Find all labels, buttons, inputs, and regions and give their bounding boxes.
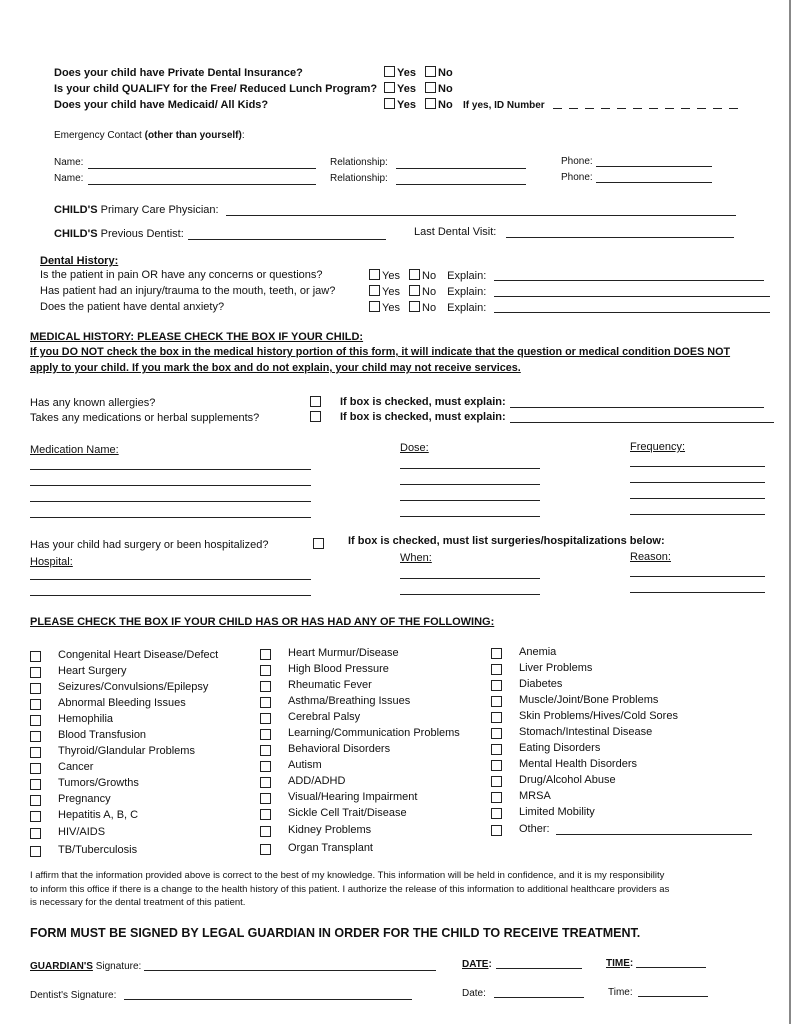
- medications-question: Takes any medications or herbal supplements?: [30, 412, 260, 424]
- condition-label: High Blood Pressure: [288, 663, 389, 675]
- dental-question-pain: Is the patient in pain OR have any concerns or questions?: [40, 269, 323, 281]
- condition-label: Mental Health Disorders: [519, 758, 637, 770]
- condition-checkbox[interactable]: [30, 795, 41, 806]
- condition-label: Skin Problems/Hives/Cold Sores: [519, 710, 678, 722]
- guardian-signature-field[interactable]: [144, 970, 436, 971]
- condition-checkbox[interactable]: [491, 712, 502, 723]
- pain-explain-field[interactable]: [494, 280, 764, 281]
- previous-dentist-label: CHILD'S Previous Dentist:: [54, 228, 184, 240]
- condition-checkbox[interactable]: [260, 844, 271, 855]
- condition-label: Organ Transplant: [288, 842, 373, 854]
- dental-pain-options: Yes No Explain:: [369, 269, 486, 282]
- primary-care-field[interactable]: [226, 215, 736, 216]
- affirmation-line-2: to inform this office if there is a change to the health history of this patient. I authorize the release of this information to additional healthcare providers as: [30, 883, 670, 895]
- last-visit-field[interactable]: [506, 237, 734, 238]
- allergies-explain-label: If box is checked, must explain:: [340, 396, 506, 408]
- allergies-checkbox[interactable]: [310, 396, 321, 407]
- condition-label: Visual/Hearing Impairment: [288, 791, 418, 803]
- condition-label: Rheumatic Fever: [288, 679, 372, 691]
- condition-label: Thyroid/Glandular Problems: [58, 745, 195, 757]
- anxiety-explain-field[interactable]: [494, 312, 770, 313]
- emergency-relationship-label-2: Relationship:: [330, 173, 388, 184]
- condition-label: Liver Problems: [519, 662, 593, 674]
- condition-label: Heart Surgery: [58, 665, 127, 677]
- guardian-signature-label: GUARDIAN'S Signature:: [30, 961, 142, 972]
- injury-yes-checkbox[interactable]: [369, 285, 380, 296]
- condition-checkbox[interactable]: [491, 792, 502, 803]
- frequency-header: Frequency:: [630, 441, 686, 453]
- condition-checkbox[interactable]: [30, 651, 41, 662]
- medication-name-header: Medication Name:: [30, 444, 119, 456]
- condition-label: TB/Tuberculosis: [58, 844, 138, 856]
- condition-checkbox[interactable]: [260, 793, 271, 804]
- emergency-phone-field-1[interactable]: [596, 166, 712, 167]
- surgery-checkbox[interactable]: [313, 538, 324, 549]
- condition-checkbox[interactable]: [30, 731, 41, 742]
- condition-checkbox[interactable]: [491, 808, 502, 819]
- anxiety-no-checkbox[interactable]: [409, 301, 420, 312]
- condition-label: Sickle Cell Trait/Disease: [288, 807, 407, 819]
- other-condition-field[interactable]: [556, 834, 752, 835]
- emergency-name-label-1: Name:: [54, 157, 84, 168]
- condition-label: Blood Transfusion: [58, 729, 147, 741]
- dental-injury-options: Yes No Explain:: [369, 285, 486, 298]
- guardian-time-label: TIME:: [606, 958, 634, 969]
- condition-checkbox[interactable]: [260, 826, 271, 837]
- condition-label: Limited Mobility: [519, 806, 595, 818]
- reason-header: Reason:: [630, 551, 671, 563]
- condition-checkbox[interactable]: [260, 777, 271, 788]
- hospital-header: Hospital:: [30, 556, 73, 568]
- injury-explain-field[interactable]: [494, 296, 770, 297]
- surgery-note: If box is checked, must list surgeries/hospitalizations below:: [348, 535, 665, 547]
- medicaid-yes-checkbox[interactable]: [384, 98, 395, 109]
- medications-checkbox[interactable]: [310, 411, 321, 422]
- private-yes-checkbox[interactable]: [384, 66, 395, 77]
- injury-no-checkbox[interactable]: [409, 285, 420, 296]
- emergency-name-label-2: Name:: [54, 173, 84, 184]
- condition-label: Kidney Problems: [288, 824, 372, 836]
- pain-yes-checkbox[interactable]: [369, 269, 380, 280]
- condition-checkbox[interactable]: [30, 811, 41, 822]
- guardian-notice: FORM MUST BE SIGNED BY LEGAL GUARDIAN IN ORDER FOR THE CHILD TO RECEIVE TREATMENT.: [30, 926, 641, 940]
- insurance-private-options: Yes No: [384, 66, 453, 79]
- dose-header: Dose:: [400, 442, 429, 454]
- condition-checkbox[interactable]: [491, 744, 502, 755]
- condition-label: Muscle/Joint/Bone Problems: [519, 694, 659, 706]
- allergies-question: Has any known allergies?: [30, 397, 156, 409]
- condition-checkbox[interactable]: [30, 763, 41, 774]
- dental-question-injury: Has patient had an injury/trauma to the mouth, teeth, or jaw?: [40, 285, 336, 297]
- medical-warning-line-1: If you DO NOT check the box in the medical history portion of this form, it will indicate that the question or medical condition DOES NOT: [30, 346, 731, 358]
- emergency-phone-label-2: Phone:: [561, 172, 593, 183]
- medicaid-id-label: If yes, ID Number: [463, 100, 545, 111]
- insurance-lunch-options: Yes No: [384, 82, 453, 95]
- condition-checkbox[interactable]: [30, 683, 41, 694]
- dentist-date-field[interactable]: [494, 997, 584, 998]
- condition-label: Learning/Communication Problems: [288, 727, 460, 739]
- condition-checkbox[interactable]: [491, 664, 502, 675]
- dentist-time-label: Time:: [608, 987, 633, 998]
- condition-label: Hemophilia: [58, 713, 114, 725]
- condition-label: HIV/AIDS: [58, 826, 106, 838]
- condition-checkbox[interactable]: [491, 680, 502, 691]
- condition-label: ADD/ADHD: [288, 775, 346, 787]
- guardian-time-field[interactable]: [636, 967, 706, 968]
- private-no-checkbox[interactable]: [425, 66, 436, 77]
- condition-label: Behavioral Disorders: [288, 743, 391, 755]
- previous-dentist-field[interactable]: [188, 239, 386, 240]
- condition-label: MRSA: [519, 790, 551, 802]
- condition-checkbox[interactable]: [491, 696, 502, 707]
- emergency-name-field-1[interactable]: [88, 168, 316, 169]
- dentist-time-field[interactable]: [638, 996, 708, 997]
- condition-label: Cerebral Palsy: [288, 711, 361, 723]
- condition-label: Drug/Alcohol Abuse: [519, 774, 616, 786]
- emergency-phone-label-1: Phone:: [561, 156, 593, 167]
- condition-checkbox[interactable]: [260, 745, 271, 756]
- primary-care-label: CHILD'S Primary Care Physician:: [54, 204, 219, 216]
- medications-explain-label: If box is checked, must explain:: [340, 411, 506, 423]
- condition-label: Seizures/Convulsions/Epilepsy: [58, 681, 209, 693]
- condition-checkbox[interactable]: [260, 649, 271, 660]
- lunch-yes-checkbox[interactable]: [384, 82, 395, 93]
- condition-checkbox[interactable]: [260, 809, 271, 820]
- condition-label: Diabetes: [519, 678, 563, 690]
- condition-label: Other:: [519, 823, 550, 835]
- condition-label: Abnormal Bleeding Issues: [58, 697, 186, 709]
- allergies-explain-field[interactable]: [510, 407, 764, 408]
- condition-checkbox[interactable]: [260, 681, 271, 692]
- surgery-question: Has your child had surgery or been hospitalized?: [30, 539, 269, 551]
- medical-history-heading: MEDICAL HISTORY: PLEASE CHECK THE BOX IF YOUR CHILD:: [30, 331, 364, 343]
- dentist-signature-field[interactable]: [124, 999, 412, 1000]
- affirmation-line-1: I affirm that the information provided above is correct to the best of my knowledge. This information will be held in confidence, and it is my responsibility: [30, 870, 665, 881]
- dental-question-anxiety: Does the patient have dental anxiety?: [40, 301, 225, 313]
- emergency-relationship-label-1: Relationship:: [330, 157, 388, 168]
- condition-checkbox[interactable]: [260, 761, 271, 772]
- condition-label: Tumors/Growths: [58, 777, 139, 789]
- condition-checkbox[interactable]: [30, 699, 41, 710]
- guardian-date-field[interactable]: [496, 968, 582, 969]
- condition-checkbox[interactable]: [30, 747, 41, 758]
- dentist-date-label: Date:: [462, 988, 486, 999]
- condition-checkbox[interactable]: [260, 713, 271, 724]
- condition-checkbox[interactable]: [491, 825, 502, 836]
- lunch-no-checkbox[interactable]: [425, 82, 436, 93]
- condition-checkbox[interactable]: [30, 828, 41, 839]
- condition-checkbox[interactable]: [260, 697, 271, 708]
- insurance-question-private: Does your child have Private Dental Insurance?: [54, 67, 303, 79]
- affirmation-paragraph: [30, 869, 765, 910]
- condition-label: Anemia: [519, 646, 557, 658]
- insurance-medicaid-options: Yes No: [384, 98, 453, 111]
- condition-checkbox[interactable]: [30, 846, 41, 857]
- condition-label: Stomach/Intestinal Disease: [519, 726, 653, 738]
- emergency-relationship-field-1[interactable]: [396, 168, 526, 169]
- emergency-contact-title: Emergency Contact (other than yourself):: [54, 130, 245, 141]
- condition-label: Eating Disorders: [519, 742, 601, 754]
- condition-label: Pregnancy: [58, 793, 111, 805]
- medicaid-no-checkbox[interactable]: [425, 98, 436, 109]
- condition-checkbox[interactable]: [30, 779, 41, 790]
- condition-checkbox[interactable]: [491, 760, 502, 771]
- medications-explain-field[interactable]: [510, 422, 774, 423]
- condition-checkbox[interactable]: [491, 648, 502, 659]
- insurance-question-lunch: Is your child QUALIFY for the Free/ Reduced Lunch Program?: [54, 83, 378, 95]
- condition-label: Cancer: [58, 761, 94, 773]
- guardian-date-label: DATE:: [462, 959, 492, 970]
- condition-checkbox[interactable]: [30, 715, 41, 726]
- anxiety-yes-checkbox[interactable]: [369, 301, 380, 312]
- dental-history-heading: Dental History:: [40, 255, 119, 267]
- dentist-signature-label: Dentist's Signature:: [30, 990, 117, 1001]
- dental-anxiety-options: Yes No Explain:: [369, 301, 486, 314]
- conditions-heading: PLEASE CHECK THE BOX IF YOUR CHILD HAS OR HAS HAD ANY OF THE FOLLOWING:: [30, 616, 495, 628]
- emergency-phone-field-2[interactable]: [596, 182, 712, 183]
- condition-checkbox[interactable]: [260, 729, 271, 740]
- insurance-question-medicaid: Does your child have Medicaid/ All Kids?: [54, 99, 269, 111]
- emergency-relationship-field-2[interactable]: [396, 184, 526, 185]
- last-visit-label: Last Dental Visit:: [414, 226, 497, 238]
- affirmation-line-3: is necessary for the dental treatment of this patient.: [30, 897, 246, 908]
- pain-no-checkbox[interactable]: [409, 269, 420, 280]
- condition-checkbox[interactable]: [491, 728, 502, 739]
- condition-label: Autism: [288, 759, 322, 771]
- medical-warning-line-2: apply to your child. If you mark the box and do not explain, your child may not receive services.: [30, 362, 521, 374]
- when-header: When:: [400, 552, 432, 564]
- condition-checkbox[interactable]: [491, 776, 502, 787]
- condition-label: Asthma/Breathing Issues: [288, 695, 411, 707]
- condition-label: Congenital Heart Disease/Defect: [58, 649, 219, 661]
- emergency-name-field-2[interactable]: [88, 184, 316, 185]
- condition-label: Heart Murmur/Disease: [288, 647, 399, 659]
- condition-label: Hepatitis A, B, C: [58, 809, 139, 821]
- condition-checkbox[interactable]: [30, 667, 41, 678]
- condition-checkbox[interactable]: [260, 665, 271, 676]
